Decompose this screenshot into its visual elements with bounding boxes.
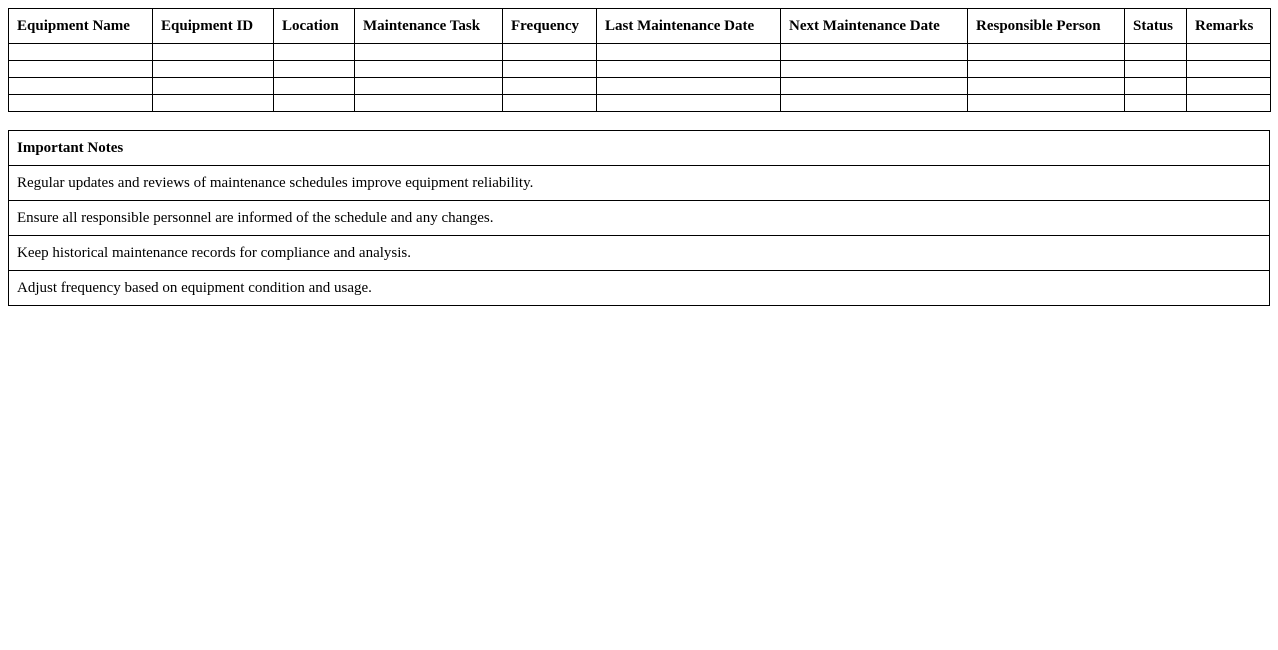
table-cell <box>597 95 781 112</box>
table-cell <box>274 95 355 112</box>
table-cell <box>9 78 153 95</box>
table-cell <box>968 78 1125 95</box>
column-header-maintenance-task: Maintenance Task <box>355 9 503 44</box>
table-cell <box>503 78 597 95</box>
column-header-status: Status <box>1125 9 1187 44</box>
table-cell <box>597 44 781 61</box>
note-text: Ensure all responsible personnel are informed of the schedule and any changes. <box>9 201 1270 236</box>
table-cell <box>274 61 355 78</box>
column-header-equipment-name: Equipment Name <box>9 9 153 44</box>
notes-header-row <box>9 131 1270 166</box>
table-cell <box>1187 78 1271 95</box>
list-item <box>9 236 1270 271</box>
note-text: Adjust frequency based on equipment condition and usage. <box>9 271 1270 306</box>
list-item <box>9 271 1270 306</box>
table-cell <box>968 61 1125 78</box>
table-header-row <box>9 9 1271 44</box>
table-cell <box>9 44 153 61</box>
table-row <box>9 44 1271 61</box>
table-cell <box>9 95 153 112</box>
note-text: Regular updates and reviews of maintenance schedules improve equipment reliability. <box>9 166 1270 201</box>
table-cell <box>355 78 503 95</box>
table-cell <box>968 95 1125 112</box>
notes-title: Important Notes <box>9 131 1270 166</box>
table-cell <box>503 95 597 112</box>
table-cell <box>1125 44 1187 61</box>
list-item <box>9 166 1270 201</box>
important-notes-table <box>8 130 1270 306</box>
column-header-frequency: Frequency <box>503 9 597 44</box>
table-cell <box>1187 61 1271 78</box>
column-header-responsible-person: Responsible Person <box>968 9 1125 44</box>
table-row <box>9 95 1271 112</box>
table-cell <box>781 78 968 95</box>
maintenance-schedule-table <box>8 8 1271 112</box>
table-cell <box>1125 61 1187 78</box>
column-header-last-maintenance-date: Last Maintenance Date <box>597 9 781 44</box>
table-cell <box>1187 44 1271 61</box>
table-cell <box>1125 78 1187 95</box>
note-text: Keep historical maintenance records for compliance and analysis. <box>9 236 1270 271</box>
table-cell <box>1187 95 1271 112</box>
table-cell <box>968 44 1125 61</box>
table-cell <box>274 78 355 95</box>
column-header-remarks: Remarks <box>1187 9 1271 44</box>
table-cell <box>597 61 781 78</box>
table-cell <box>274 44 355 61</box>
column-header-location: Location <box>274 9 355 44</box>
column-header-equipment-id: Equipment ID <box>153 9 274 44</box>
column-header-next-maintenance-date: Next Maintenance Date <box>781 9 968 44</box>
table-cell <box>355 61 503 78</box>
table-row <box>9 61 1271 78</box>
table-cell <box>781 44 968 61</box>
table-cell <box>355 95 503 112</box>
table-cell <box>781 95 968 112</box>
table-cell <box>597 78 781 95</box>
table-cell <box>9 61 153 78</box>
table-cell <box>153 78 274 95</box>
table-cell <box>153 95 274 112</box>
table-cell <box>355 44 503 61</box>
list-item <box>9 201 1270 236</box>
table-cell <box>153 61 274 78</box>
table-cell <box>153 44 274 61</box>
table-cell <box>1125 95 1187 112</box>
table-row <box>9 78 1271 95</box>
table-cell <box>503 61 597 78</box>
table-cell <box>781 61 968 78</box>
table-cell <box>503 44 597 61</box>
